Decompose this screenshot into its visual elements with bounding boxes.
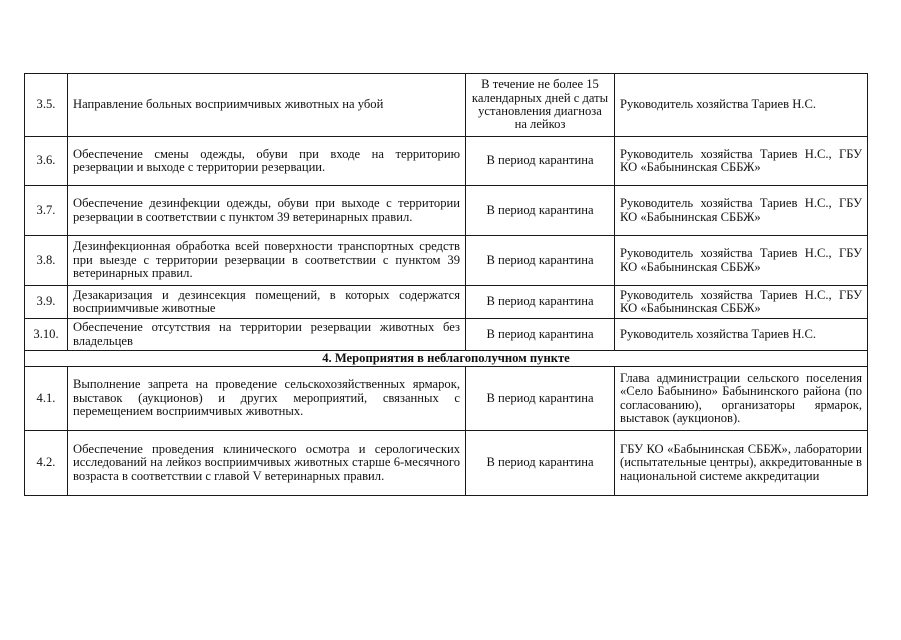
term-cell: В течение не более 15 календарных дней с даты установления диагноза на лейкоз (466, 74, 615, 137)
table-row (25, 319, 868, 351)
responsible-cell: Руководитель хозяйства Тариев Н.С. (615, 319, 868, 351)
action-cell: Обеспечение дезинфекции одежды, обуви при выходе с территории резервации в соответствии с пунктом 39 ветеринарных правил. (68, 186, 466, 236)
row-number: 3.6. (25, 137, 68, 186)
action-cell: Направление больных восприимчивых животных на убой (68, 74, 466, 137)
responsible-cell: Руководитель хозяйства Тариев Н.С., ГБУ КО «Бабынинская СББЖ» (615, 286, 868, 319)
responsible-cell: Руководитель хозяйства Тариев Н.С., ГБУ КО «Бабынинская СББЖ» (615, 137, 868, 186)
responsible-cell: Руководитель хозяйства Тариев Н.С., ГБУ КО «Бабынинская СББЖ» (615, 186, 868, 236)
term-cell: В период карантина (466, 137, 615, 186)
action-cell: Выполнение запрета на проведение сельскохозяйственных ярмарок, выставок (аукционов) и других мероприятий, связанных с перемещением восприимчивых животных. (68, 367, 466, 431)
table-row (25, 137, 868, 186)
table-row (25, 186, 868, 236)
row-number: 3.5. (25, 74, 68, 137)
term-cell: В период карантина (466, 367, 615, 431)
term-cell: В период карантина (466, 236, 615, 286)
row-number: 4.2. (25, 431, 68, 496)
action-cell: Дезинфекционная обработка всей поверхности транспортных средств при выезде с территории резервации в соответствии с пунктом 39 ветеринарных правил. (68, 236, 466, 286)
row-number: 3.9. (25, 286, 68, 319)
responsible-cell: Глава администрации сельского поселения «Село Бабынино» Бабынинского района (по согласованию), организаторы ярмарок, выставок (аукционов). (615, 367, 868, 431)
table-row (25, 286, 868, 319)
section-header-row (25, 351, 868, 367)
action-cell: Обеспечение смены одежды, обуви при входе на территорию резервации и выходе с территории резервации. (68, 137, 466, 186)
action-cell: Обеспечение отсутствия на территории резервации животных без владельцев (68, 319, 466, 351)
table-row (25, 74, 868, 137)
section-title: 4. Мероприятия в неблагополучном пункте (25, 351, 868, 367)
action-cell: Обеспечение проведения клинического осмотра и серологических исследований на лейкоз восприимчивых животных старше 6-месячного возраста в соответствии с главой V ветеринарных правил. (68, 431, 466, 496)
responsible-cell: ГБУ КО «Бабынинская СББЖ», лаборатории (испытательные центры), аккредитованные в национальной системе аккредитации (615, 431, 868, 496)
responsible-cell: Руководитель хозяйства Тариев Н.С., ГБУ КО «Бабынинская СББЖ» (615, 236, 868, 286)
row-number: 4.1. (25, 367, 68, 431)
table-row (25, 431, 868, 496)
row-number: 3.8. (25, 236, 68, 286)
row-number: 3.10. (25, 319, 68, 351)
row-number: 3.7. (25, 186, 68, 236)
term-cell: В период карантина (466, 186, 615, 236)
measures-table (24, 73, 868, 496)
term-cell: В период карантина (466, 286, 615, 319)
responsible-cell: Руководитель хозяйства Тариев Н.С. (615, 74, 868, 137)
term-cell: В период карантина (466, 431, 615, 496)
term-cell: В период карантина (466, 319, 615, 351)
table-row (25, 367, 868, 431)
action-cell: Дезакаризация и дезинсекция помещений, в которых содержатся восприимчивые животные (68, 286, 466, 319)
table-row (25, 236, 868, 286)
